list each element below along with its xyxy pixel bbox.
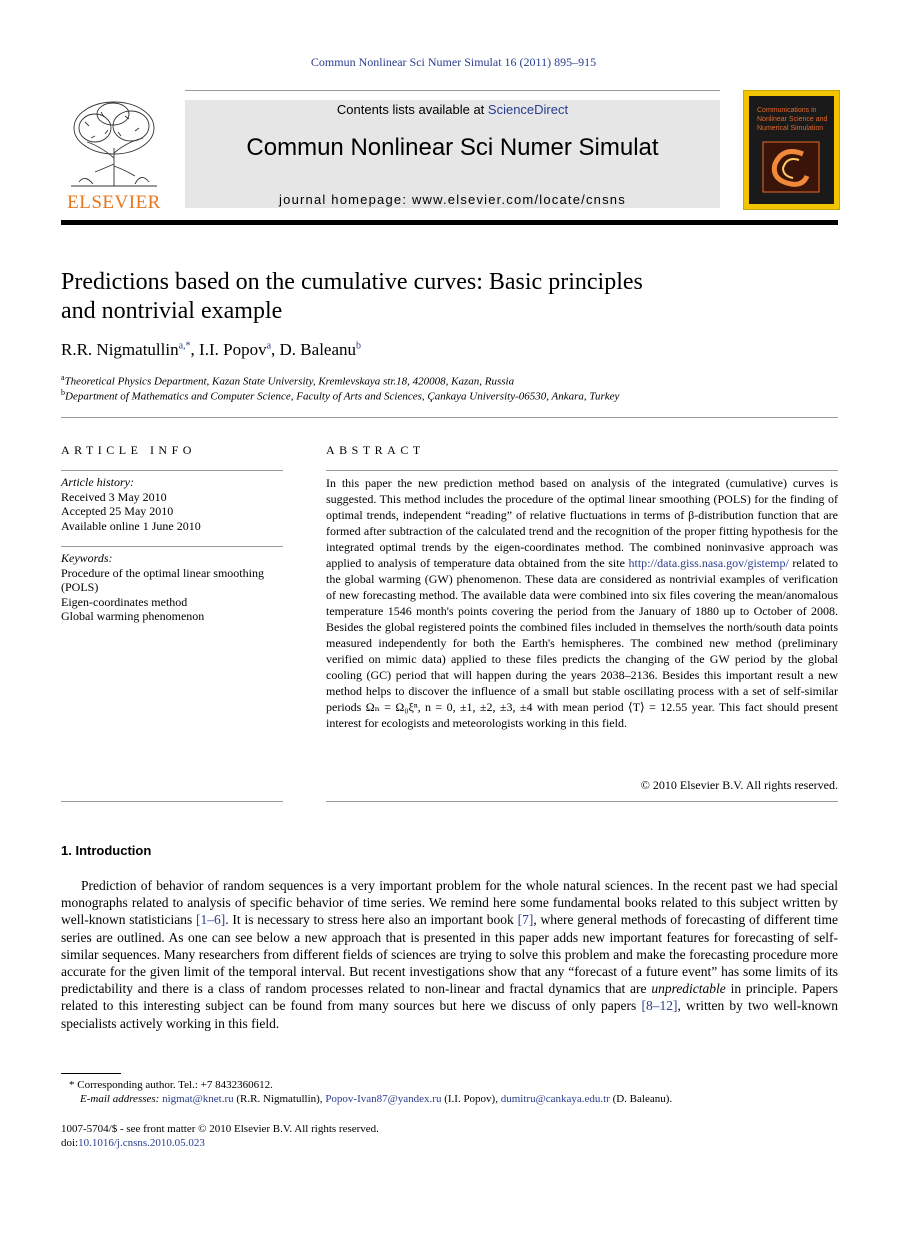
footnote-rule — [61, 1073, 121, 1074]
masthead-top-rule — [185, 90, 720, 91]
keyword: Procedure of the optimal linear smoothing — [61, 565, 264, 580]
author-affil-mark[interactable]: a — [266, 340, 272, 352]
doi-link[interactable]: 10.1016/j.cnsns.2010.05.023 — [78, 1137, 205, 1149]
keyword: Global warming phenomenon — [61, 609, 205, 623]
journal-cover-image[interactable] — [743, 90, 840, 210]
author-name: R.R. Nigmatullin — [61, 340, 179, 359]
author-affil-mark[interactable]: a,* — [178, 340, 191, 352]
author-list — [61, 340, 838, 360]
keywords-rule — [61, 546, 283, 547]
keywords — [61, 551, 283, 624]
email-owner: (D. Baleanu). — [609, 1093, 673, 1105]
section-heading-introduction: 1. Introduction — [61, 843, 152, 858]
contents-line — [185, 100, 720, 117]
elsevier-wordmark: ELSEVIER — [67, 192, 161, 213]
author-name: I.I. Popov — [199, 340, 267, 359]
intro-text: . It is necessary to stress here also an important book — [225, 912, 518, 928]
title-line-1: Predictions based on the cumulative curves: Basic principles — [61, 269, 643, 295]
journal-title: Commun Nonlinear Sci Numer Simulat — [246, 134, 659, 161]
article-info-rule — [61, 470, 283, 471]
email-link[interactable]: dumitru@cankaya.edu.tr — [500, 1093, 610, 1105]
intro-text: , where general methods of forecasting of different time series are outlined. As one can see below a new approach that is presented in this paper adds new important features for forecasting of self-similar sequences. Many researchers from different fields of sciences are trying to solve this problem and make the forecasting procedure more accurate for the given limit of the temporal interval. But recent investigations show that any “forecast of a future event” has some limits of its predictability and there is a class of random processes related to non-linear and fractal dynamics that are — [61, 912, 839, 997]
keyword: Eigen-coordinates method — [61, 594, 188, 609]
gistemp-link[interactable]: http://data.giss.nasa.gov/gistemp/ — [628, 556, 789, 570]
email-link[interactable]: nigmat@knet.ru — [162, 1093, 234, 1105]
email-owner: (R.R. Nigmatullin), — [233, 1093, 326, 1105]
abstract-bottom-rule — [326, 801, 838, 802]
cover-art-icon — [761, 140, 821, 194]
abstract-rule — [326, 470, 838, 471]
introduction-paragraph — [61, 877, 838, 1032]
sciencedirect-link[interactable]: ScienceDirect — [487, 102, 569, 117]
abstract-text — [326, 475, 838, 731]
history-online: Available online 1 June 2010 — [61, 518, 201, 533]
citation-ref[interactable]: [7] — [517, 912, 534, 928]
tree-logo-icon — [65, 98, 163, 188]
cover-panel — [749, 96, 834, 204]
journal-citation[interactable]: Commun Nonlinear Sci Numer Simulat 16 (2011) 895–915 — [310, 55, 597, 69]
masthead — [61, 90, 838, 213]
abstract-copyright: © 2010 Elsevier B.V. All rights reserved. — [640, 778, 838, 792]
issn-line: 1007-5704/$ - see front matter © 2010 Elsevier B.V. All rights reserved. — [61, 1123, 379, 1135]
keywords-heading: Keywords: — [61, 551, 113, 565]
abstract-part-1: In this paper the new prediction method based on analysis of the integrated (cumulative) curves is suggested. This method includes the procedure of the optimal linear smoothing (POLS) for the finding of optimal trends, independent “reading” of relative fluctuations in terms of β-distribution function that are formed after subtraction of the calculated trend and the recognition of the proper fitting hypothesis for the integrated optimal trends by the eigen-coordinates method. The combined noninvasive approach was applied to analysis of temperature data obtained from the site — [326, 476, 838, 570]
keyword: (POLS) — [61, 580, 99, 594]
history-received: Received 3 May 2010 — [61, 489, 167, 504]
abstract-label: ABSTRACT — [326, 443, 425, 457]
journal-homepage[interactable]: journal homepage: www.elsevier.com/locate/cnsns — [279, 192, 626, 207]
intro-text: Prediction of behavior of random sequences is a very important problem for the whole natural sciences. In the recent past we had special monographs related to analysis of specific behavior of time series. We remind here some fundamental books related to this subject written by well-known statisticians — [61, 878, 838, 928]
affiliation-text: Department of Mathematics and Computer Science, Faculty of Arts and Sciences, Çankaya University-06530, Ankara, Turkey — [65, 390, 620, 403]
history-accepted: Accepted 25 May 2010 — [61, 504, 174, 518]
doi-line — [61, 1136, 838, 1150]
history-heading: Article history: — [61, 475, 134, 489]
article-info-bottom-rule — [61, 801, 283, 802]
affiliation-text: Theoretical Physics Department, Kazan State University, Kremlevskaya str.18, 420008, Kazan, Russia — [64, 375, 515, 388]
cover-title: Communications in Nonlinear Science and Numerical Simulation — [757, 107, 828, 132]
author-separator: , — [190, 340, 200, 359]
intro-text: in principle. Papers related to this interesting subject can be found from many sources but here we discuss of only papers — [61, 981, 838, 1014]
title-line-2: and nontrivial example — [61, 298, 283, 324]
author-affil-mark[interactable]: b — [356, 340, 362, 352]
abstract-part-2: related to the global warming (GW) phenomenon. These data are considered as nontrivial examples of verification of new forecasting method. The available data were combined into six files covering the mean/anomalous temperature 1546 month's points covering the period from the January of 1880 up to October of 2008. Besides the global registered points the combined files included in themselves the north/south data points measured independently for both the Earth's hemispheres. The combined new method (preliminary verified on mimic data) applied to these files predicts the changing of the GW period by the global cooling (GC) period that will happen during the years 2038–2136. Besides this important result a new method helps to discover the influence of a small but stable oscillating process with a set of self-similar periods Ωₙ = Ω₀ξⁿ, n = 0, ±1, ±2, ±3, ±4 with mean period ⟨T⟩ = 12.55 year. This fact should present interest for ecologists and meteorologists working in this field. — [326, 556, 838, 730]
citation-ref[interactable]: [8–12] — [641, 998, 678, 1014]
article-title — [61, 268, 761, 326]
contents-prefix: Contents lists available at — [336, 102, 488, 117]
email-owner: (I.I. Popov), — [441, 1093, 501, 1105]
affiliation-b — [61, 388, 838, 403]
author-separator: , — [271, 340, 280, 359]
affiliation-mark: b — [61, 388, 65, 397]
affiliation-mark: a — [61, 373, 65, 382]
email-label: E-mail addresses: — [80, 1093, 163, 1105]
journal-banner — [185, 100, 720, 208]
citation-ref[interactable]: [1–6] — [196, 912, 226, 928]
intro-emphasis: unpredictable — [651, 981, 726, 997]
author-name: D. Baleanu — [279, 340, 357, 359]
doi-label: doi: — [61, 1137, 79, 1149]
article-history — [61, 475, 283, 533]
corresponding-author-note: * Corresponding author. Tel.: +7 8432360612. — [69, 1079, 273, 1091]
affiliation-rule — [61, 417, 838, 418]
article-info-label: ARTICLE INFO — [61, 443, 196, 457]
elsevier-logo[interactable] — [61, 98, 167, 213]
email-addresses — [61, 1092, 857, 1106]
affiliation-a — [61, 373, 838, 388]
email-link[interactable]: Popov-Ivan87@yandex.ru — [325, 1093, 442, 1105]
header-rule — [61, 220, 838, 225]
intro-text: , written by two well-known specialists actively working in this field. — [61, 998, 838, 1031]
